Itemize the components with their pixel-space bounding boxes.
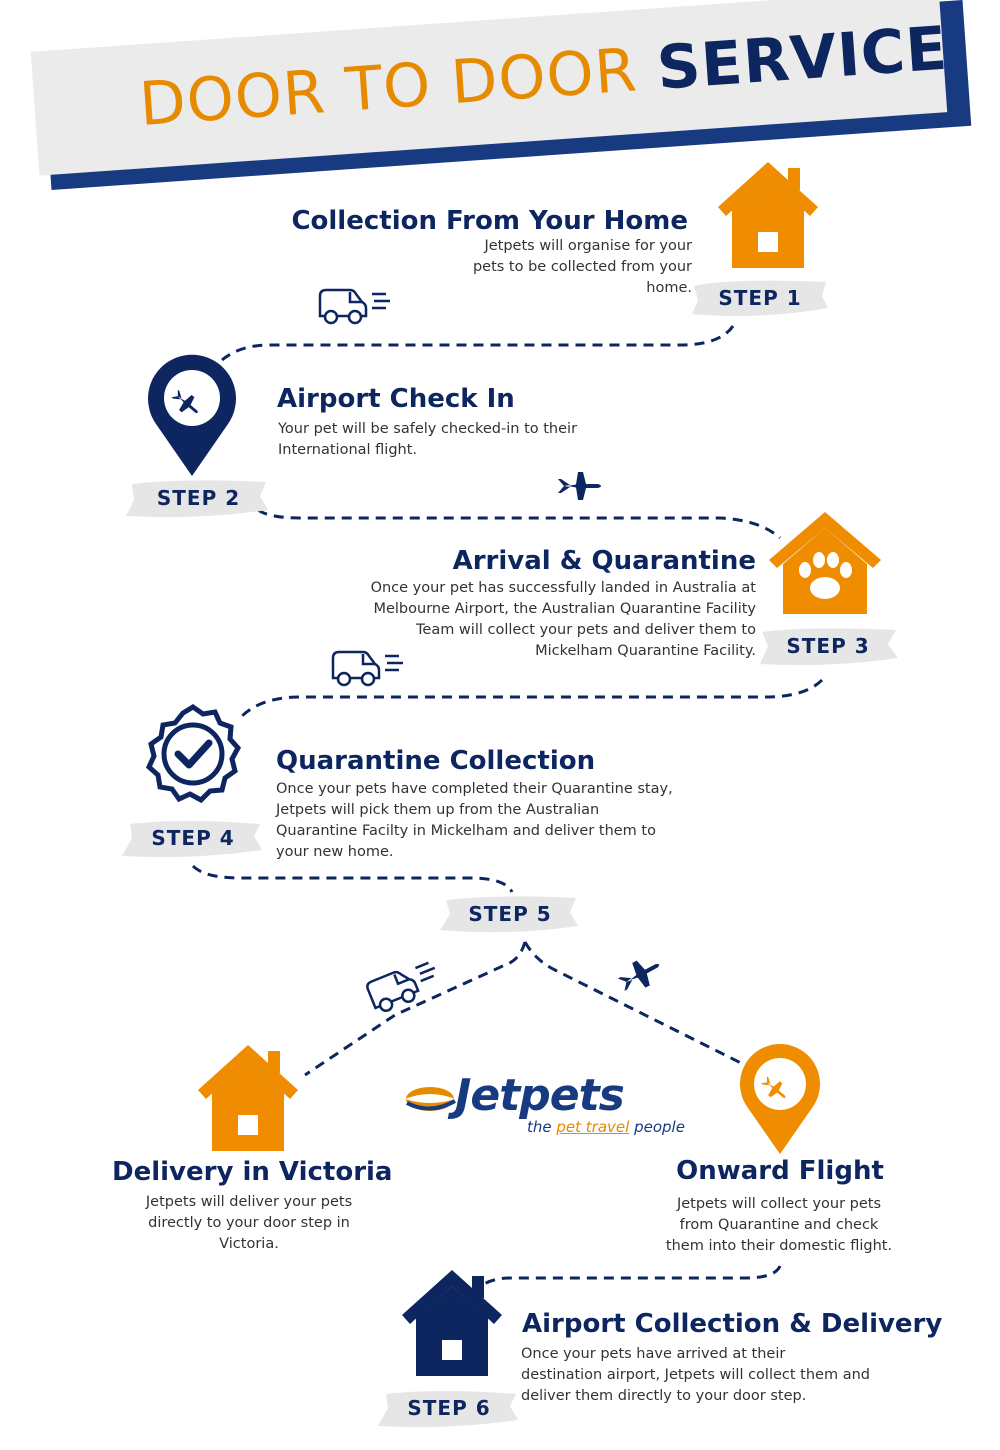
step-2-description: Your pet will be safely checked-in to their International flight. xyxy=(278,421,578,458)
logo-tagline xyxy=(527,1118,685,1136)
logo-brand: Jetpets xyxy=(455,1070,624,1121)
delivery-victoria-heading: Delivery in Victoria xyxy=(112,1157,393,1187)
jetpets-logo xyxy=(405,1070,685,1150)
approved-badge-icon xyxy=(149,707,238,800)
logo-tagline-1: the xyxy=(527,1118,552,1136)
step-1-badge xyxy=(690,276,830,320)
step-5-badge xyxy=(440,892,580,936)
delivery-victoria-description: Jetpets will deliver your pets directly to your door step in Victoria. xyxy=(145,1194,353,1252)
step-6-description: Once your pets have arrived at their destination airport, Jetpets will collect them and deliver them directly to your door step. xyxy=(521,1346,870,1404)
van-icon xyxy=(366,958,443,1015)
onward-flight-description: Jetpets will collect your pets from Quarantine and check them into their domestic flight. xyxy=(665,1196,893,1254)
house-icon xyxy=(198,1045,298,1151)
step-6-heading: Airport Collection & Delivery xyxy=(522,1309,943,1339)
step-2-label: STEP 2 xyxy=(156,486,241,510)
house-icon xyxy=(402,1270,502,1376)
step-4-description: Once your pets have completed their Quarantine stay, Jetpets will pick them up from the Australian Quarantine Facilty in Mickelham and deliver them to your new home. xyxy=(276,781,673,860)
step-1-heading: Collection From Your Home xyxy=(291,206,688,236)
logo-tagline-2: pet travel xyxy=(556,1118,630,1136)
step-2-heading: Airport Check In xyxy=(277,384,515,414)
plane-icon xyxy=(558,472,601,500)
title-part-2: SERVICE xyxy=(654,13,951,104)
step-3-description: Once your pet has successfully landed in Australia at Melbourne Airport, the Australian Quarantine Facility Team will collect your pets and deliver them to Mickelham Quarantine Facility. xyxy=(370,580,756,659)
house-icon xyxy=(718,162,818,268)
step-1-label: STEP 1 xyxy=(718,286,802,310)
step-5-label: STEP 5 xyxy=(468,902,552,926)
step-6-label: STEP 6 xyxy=(407,1396,491,1420)
step-2-badge xyxy=(126,476,271,520)
paw-house-icon xyxy=(769,512,881,614)
step-3-badge xyxy=(758,624,898,668)
step-4-label: STEP 4 xyxy=(151,826,235,850)
step-4-heading: Quarantine Collection xyxy=(276,746,596,776)
step-3-label: STEP 3 xyxy=(786,634,870,658)
plane-icon xyxy=(615,952,666,997)
step-3-heading: Arrival & Quarantine xyxy=(452,546,756,576)
van-icon xyxy=(320,290,390,323)
location-pin-plane-icon xyxy=(740,1044,820,1154)
location-pin-plane-icon xyxy=(148,355,236,476)
step-4-badge xyxy=(122,816,264,860)
step-6-badge xyxy=(378,1386,520,1430)
title-part-1: DOOR TO DOOR xyxy=(137,35,640,140)
step-1-description: Jetpets will organise for your pets to be collected from your home. xyxy=(472,238,692,296)
logo-tagline-3: people xyxy=(634,1118,685,1136)
onward-flight-heading: Onward Flight xyxy=(676,1156,884,1186)
